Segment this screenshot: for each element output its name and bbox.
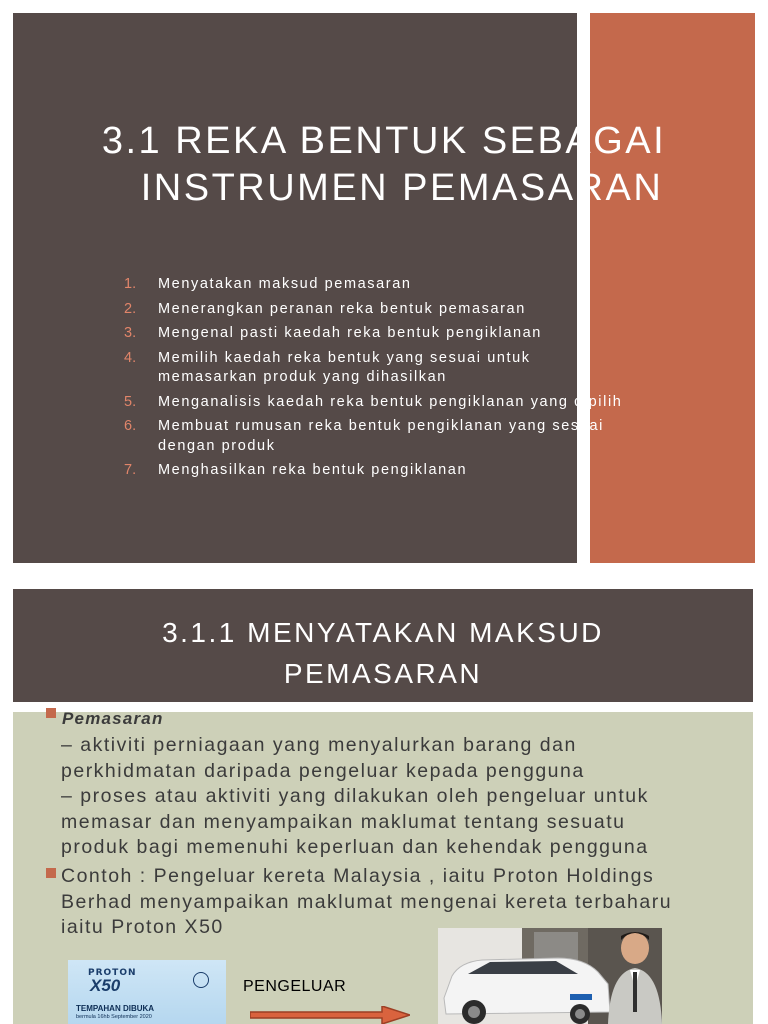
objective-number: 7. — [124, 462, 137, 478]
objective-text: Menerangkan peranan reka bentuk pemasaran — [158, 300, 526, 317]
objective-item — [124, 275, 624, 295]
objective-number: 3. — [124, 325, 137, 341]
proton-x50-photo — [438, 928, 662, 1024]
objective-number: 6. — [124, 418, 137, 434]
proton-x50-ad-image — [68, 960, 226, 1024]
slide2-title — [13, 612, 753, 694]
proton-logo-icon — [193, 972, 209, 988]
objective-item — [124, 349, 624, 388]
objective-text: Menyatakan maksud pemasaran — [158, 276, 412, 292]
slide1-title — [13, 118, 755, 212]
definition-line: perkhidmatan daripada pengeluar kepada pengguna — [61, 759, 585, 782]
definition-line: produk bagi memenuhi keperluan dan kehendak pengguna — [61, 836, 649, 858]
diagram-label-pengeluar: PENGELUAR — [243, 978, 347, 995]
objective-item — [124, 393, 624, 413]
ad-brand: PROTON — [88, 968, 137, 978]
slide1-title-line: 3.1 REKA BENTUK SEBAGAI — [101, 120, 667, 162]
objectives-list — [124, 275, 624, 486]
bullet-square-icon — [46, 708, 56, 718]
right-arrow-icon — [250, 1006, 410, 1024]
definition-line: – proses atau aktiviti yang dilakukan oleh pengeluar untuk — [61, 785, 649, 807]
objective-text: Membuat rumusan reka bentuk pengiklanan yang sesuai dengan produk — [158, 418, 604, 454]
example-line: Contoh : Pengeluar kereta Malaysia , iaitu Proton Holdings — [61, 865, 655, 887]
bullet-square-icon — [46, 868, 56, 878]
objective-item — [124, 300, 624, 320]
objective-number: 5. — [124, 393, 137, 410]
example-line: iaitu Proton X50 — [61, 916, 224, 938]
term-pemasaran: Pemasaran — [62, 709, 164, 728]
objective-item — [124, 461, 624, 481]
slide2-title-line: 3.1.1 MENYATAKAN MAKSUD — [162, 617, 604, 648]
objective-item — [124, 417, 624, 456]
definition-line: – aktiviti perniagaan yang menyalurkan barang dan — [61, 734, 577, 756]
definition-text — [61, 733, 751, 861]
objective-number: 4. — [124, 349, 137, 366]
ad-model: X50 — [90, 976, 121, 995]
example-line: Berhad menyampaikan maklumat mengenai kereta terbaharu — [61, 890, 673, 913]
objective-text: Mengenal pasti kaedah reka bentuk pengiklanan — [158, 325, 542, 341]
objective-number: 2. — [124, 300, 137, 317]
ad-caption: TEMPAHAN DIBUKA — [76, 1004, 155, 1013]
slide1-title-line: INSTRUMEN PEMASARAN — [140, 167, 664, 209]
car-and-person-illustration — [438, 928, 662, 1024]
objective-text: Menganalisis kaedah reka bentuk pengiklanan yang dipilih — [158, 393, 623, 410]
objective-item — [124, 324, 624, 344]
slide2-title-line: PEMASARAN — [283, 658, 483, 689]
objective-text: Memilih kaedah reka bentuk yang sesuai untuk memasarkan produk yang dihasilkan — [158, 349, 531, 385]
definition-line: memasar dan menyampaikan maklumat tentang sesuatu — [61, 810, 626, 833]
objective-number: 1. — [124, 276, 137, 292]
ad-subcaption: bermula 16hb September 2020 — [76, 1014, 152, 1020]
objective-text: Menghasilkan reka bentuk pengiklanan — [158, 462, 468, 478]
